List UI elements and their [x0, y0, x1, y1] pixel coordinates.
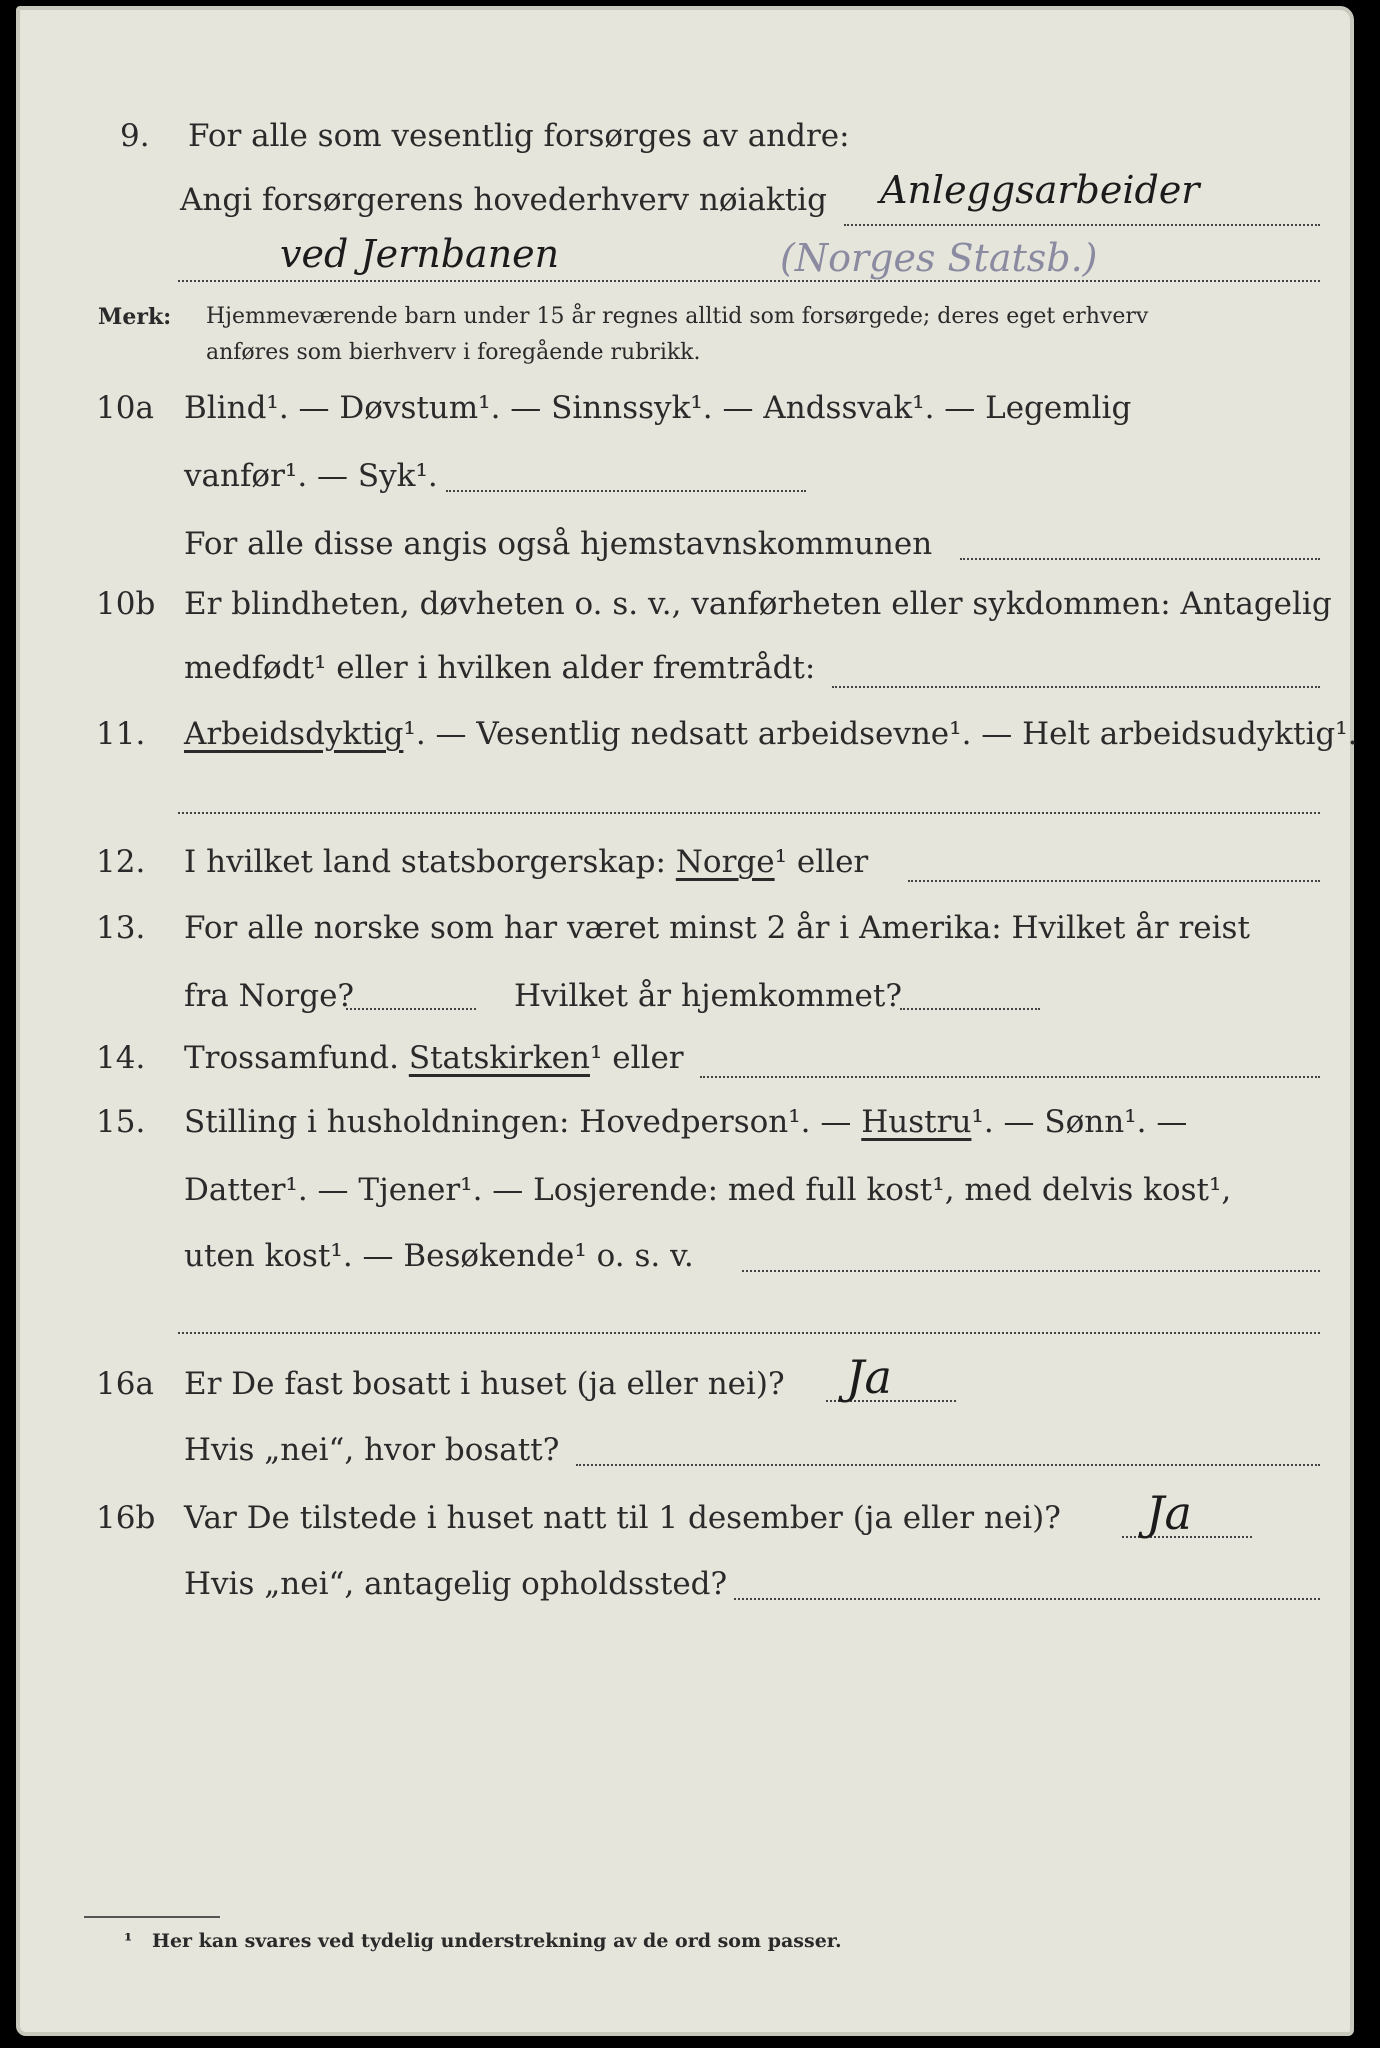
- q10a-line-2: vanfør¹. — Syk¹.: [184, 458, 438, 494]
- q11-options: [184, 716, 1358, 752]
- q10a-fill-line-1: [446, 490, 806, 492]
- q12-other: ¹ eller: [774, 844, 869, 880]
- q13-fill-line-1: [346, 1008, 476, 1010]
- q10b-line-1: Er blindheten, døvheten o. s. v., vanførheten eller sykdommen: Antagelig: [184, 586, 1332, 622]
- footnote-text: Her kan svares ved tydelig understrekning av de ord som passer.: [152, 1930, 842, 1952]
- q16a-handwritten-answer: Ja: [846, 1350, 892, 1404]
- q13-right-label: Hvilket år hjemkommet?: [514, 978, 902, 1014]
- q9-fill-line-1: [844, 224, 1320, 226]
- q11-selected-option: Arbeidsdyktig: [184, 716, 404, 752]
- q11-number: 11.: [96, 716, 146, 752]
- q10a-number: 10a: [96, 390, 154, 426]
- q15-other: ¹. — Sønn¹. —: [971, 1104, 1188, 1140]
- q12-line: [184, 844, 868, 880]
- q10b-line-2: medfødt¹ eller i hvilken alder fremtrådt:: [184, 650, 816, 686]
- q9-handwritten-employer: ved Jernbanen: [280, 232, 560, 276]
- q15-fill-line-2: [178, 1332, 1320, 1334]
- footnote-rule: [84, 1916, 220, 1918]
- census-form-page: [16, 6, 1358, 2036]
- q13-number: 13.: [96, 910, 146, 946]
- q15-line-1: [184, 1104, 1187, 1140]
- q16a-question: Er De fast bosatt i huset (ja eller nei)?: [184, 1366, 785, 1402]
- q16a-number: 16a: [96, 1366, 154, 1402]
- q14-line: [184, 1040, 684, 1076]
- q16a-fill-line-2: [576, 1464, 1320, 1466]
- q12-number: 12.: [96, 844, 146, 880]
- q16b-handwritten-answer: Ja: [1146, 1486, 1192, 1540]
- q16b-number: 16b: [96, 1500, 156, 1536]
- q16b-followup: Hvis „nei“, antagelig opholdssted?: [184, 1566, 728, 1602]
- q9-handwritten-occupation: Anleggsarbeider: [880, 168, 1200, 212]
- q14-question: Trossamfund.: [184, 1040, 399, 1076]
- q15-fill-line-1: [742, 1270, 1320, 1272]
- q9-occupation-label: Angi forsørgerens hovederhverv nøiaktig: [180, 182, 827, 218]
- q11-fill-line: [178, 812, 1320, 814]
- q10a-line-1: Blind¹. — Døvstum¹. — Sinnssyk¹. — Andssvak¹. — Legemlig: [184, 390, 1132, 426]
- q16a-followup: Hvis „nei“, hvor bosatt?: [184, 1432, 560, 1468]
- q14-fill-line: [700, 1076, 1320, 1078]
- q13-left-label: fra Norge?: [184, 978, 355, 1014]
- q14-other: ¹ eller: [589, 1040, 684, 1076]
- q12-selected-option: Norge: [675, 844, 775, 880]
- q9-handwritten-note: (Norges Statsb.): [780, 236, 1098, 280]
- q9-number: 9.: [120, 118, 150, 154]
- footnote-marker: ¹: [124, 1930, 133, 1952]
- merk-text-2: anføres som bierhverv i foregående rubrikk.: [206, 340, 701, 365]
- q9-fill-line-2: [178, 280, 1320, 282]
- q10b-number: 10b: [96, 586, 156, 622]
- q16b-fill-line-2: [734, 1598, 1320, 1600]
- q15-question: Stilling i husholdningen: Hovedperson¹. —: [184, 1104, 852, 1140]
- q9-question: For alle som vesentlig forsørges av andre:: [188, 118, 850, 154]
- merk-label: Merk:: [98, 304, 172, 330]
- q13-line-1: For alle norske som har været minst 2 år i Amerika: Hvilket år reist: [184, 910, 1250, 946]
- q14-selected-option: Statskirken: [408, 1040, 590, 1076]
- q13-fill-line-2: [900, 1008, 1040, 1010]
- q12-question: I hvilket land statsborgerskap:: [184, 844, 666, 880]
- q10b-fill-line: [832, 686, 1320, 688]
- q15-line-3: uten kost¹. — Besøkende¹ o. s. v.: [184, 1238, 694, 1274]
- merk-text-1: Hjemmeværende barn under 15 år regnes alltid som forsørgede; deres eget erhverv: [206, 304, 1149, 329]
- q15-selected-option: Hustru: [861, 1104, 972, 1140]
- q10a-line-3: For alle disse angis også hjemstavnskommunen: [184, 526, 933, 562]
- q14-number: 14.: [96, 1040, 146, 1076]
- q11-other-options: ¹. — Vesentlig nedsatt arbeidsevne¹. — Helt arbeidsudyktig¹.: [403, 716, 1358, 752]
- q10a-fill-line-2: [960, 558, 1320, 560]
- q12-fill-line: [908, 880, 1320, 882]
- q15-line-2: Datter¹. — Tjener¹. — Losjerende: med full kost¹, med delvis kost¹,: [184, 1172, 1232, 1208]
- q15-number: 15.: [96, 1104, 146, 1140]
- q16b-question: Var De tilstede i huset natt til 1 desember (ja eller nei)?: [184, 1500, 1061, 1536]
